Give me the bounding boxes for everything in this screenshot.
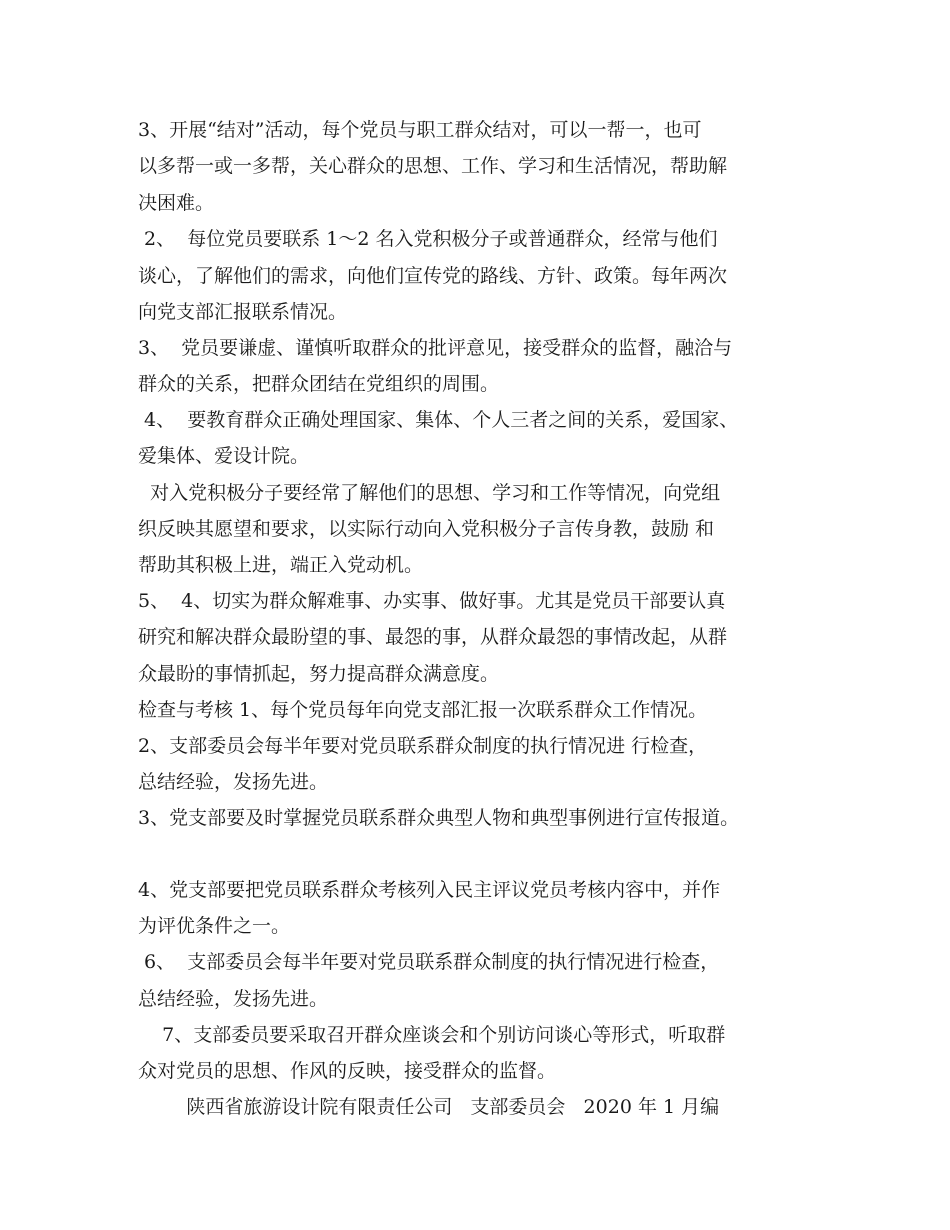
text-line: 为评优条件之一。 <box>138 915 291 937</box>
text-line: 帮助其积极上进，端正入党动机。 <box>138 554 424 576</box>
text-line: 总结经验，发扬先进。 <box>138 988 329 1010</box>
text-line: 群众的关系，把群众团结在党组织的周围。 <box>138 373 500 395</box>
text-line: 以多帮一或一多帮，关心群众的思想、工作、学习和生活情况，帮助解 <box>138 155 728 177</box>
text-line: 7、支部委员要采取召开群众座谈会和个别访问谈心等形式，听取群 <box>138 1024 726 1046</box>
text-line: 6、 支部委员会每半年要对党员联系群众制度的执行情况进行检查， <box>138 951 720 973</box>
text-line: 3、 党员要谦虚、谨慎听取群众的批评意见，接受群众的监督，融洽与 <box>138 337 733 359</box>
text-line: 决困难。 <box>138 192 215 214</box>
text-line: 谈心，了解他们的需求，向他们宣传党的路线、方针、政策。每年两次 <box>138 265 728 287</box>
text-line: 5、 4、切实为群众解难事、办实事、做好事。尤其是党员干部要认真 <box>138 590 726 612</box>
text-line: 向党支部汇报联系情况。 <box>138 301 348 323</box>
footer-signature: 陕西省旅游设计院有限责任公司 支部委员会 2020 年 1 月编 <box>138 1096 720 1118</box>
text-line: 对入党积极分子要经常了解他们的思想、学习和工作等情况，向党组 <box>138 482 721 504</box>
text-line: 众对党员的思想、作风的反映，接受群众的监督。 <box>138 1060 557 1082</box>
text-line: 总结经验，发扬先进。 <box>138 771 329 793</box>
text-line: 研究和解决群众最盼望的事、最怨的事，从群众最怨的事情改起，从群 <box>138 626 728 648</box>
text-line: 3、党支部要及时掌握党员联系群众典型人物和典型事例进行宣传报道。 <box>138 807 740 829</box>
text-line: 众最盼的事情抓起，努力提高群众满意度。 <box>138 663 500 685</box>
text-line: 检查与考核 1、每个党员每年向党支部汇报一次联系群众工作情况。 <box>138 699 708 721</box>
text-line: 爱集体、爱设计院。 <box>138 445 310 467</box>
text-line: 2、 每位党员要联系 1～2 名入党积极分子或普通群众，经常与他们 <box>138 228 718 250</box>
text-line: 2、支部委员会每半年要对党员联系群众制度的执行情况进 行检查， <box>138 735 708 757</box>
text-line: 织反映其愿望和要求，以实际行动向入党积极分子言传身教，鼓励 和 <box>138 518 715 540</box>
text-line: 4、 要教育群众正确处理国家、集体、个人三者之间的关系，爱国家、 <box>138 409 739 431</box>
text-line: 4、党支部要把党员联系群众考核列入民主评议党员考核内容中，并作 <box>138 879 721 901</box>
text-line: 3、开展“结对”活动，每个党员与职工群众结对，可以一帮一，也可 <box>138 119 702 141</box>
